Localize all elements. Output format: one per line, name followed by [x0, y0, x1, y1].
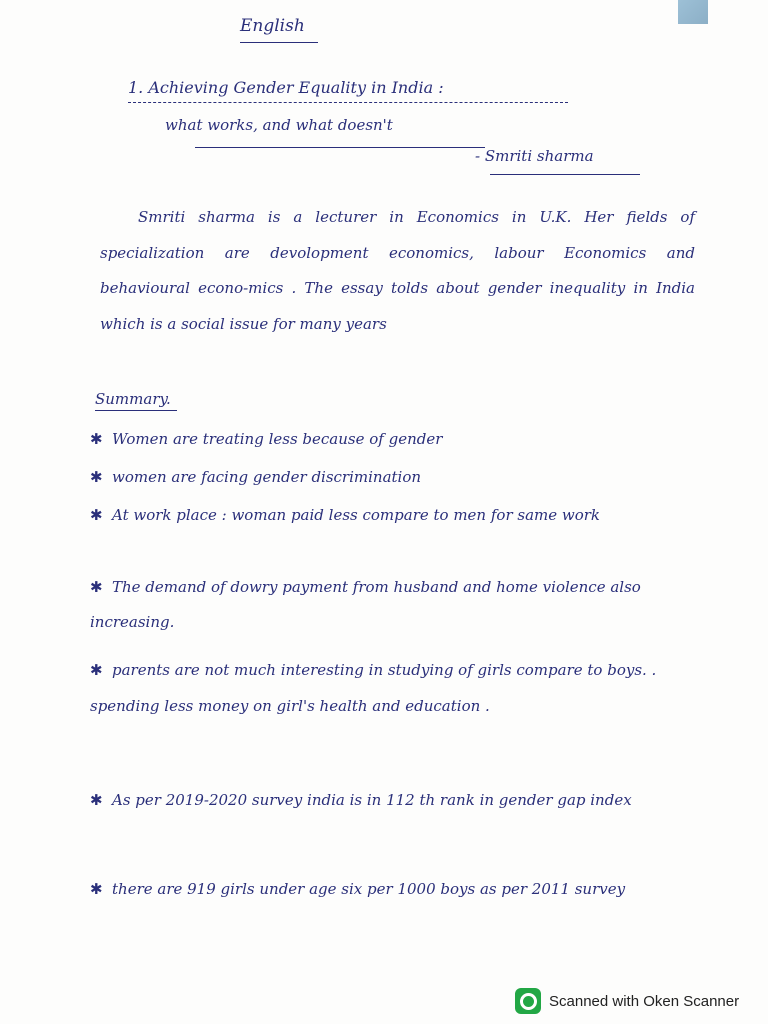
bullet-mark-icon: ✱ [90, 791, 103, 809]
bullet-text: women are facing gender discrimination [112, 468, 422, 486]
bullet-mark-icon: ✱ [90, 578, 103, 596]
scanner-text: Scanned with Oken Scanner [549, 992, 740, 1010]
bullet-mark-icon: ✱ [90, 880, 103, 898]
subheading-underline [195, 147, 485, 148]
essay-author: - Smriti sharma [475, 147, 594, 165]
summary-bullet [90, 652, 695, 724]
bullet-mark-icon: ✱ [90, 506, 103, 524]
heading-underline [128, 102, 568, 103]
bullet-text: Women are treating less because of gender [112, 430, 443, 448]
summary-bullet [90, 498, 695, 533]
scanner-watermark [515, 986, 739, 1016]
bullet-mark-icon: ✱ [90, 468, 103, 486]
summary-bullet [90, 783, 695, 818]
essay-heading: 1. Achieving Gender Equality in India : [128, 78, 444, 97]
title-underline [240, 42, 318, 43]
bullet-text: At work place : woman paid less compare to men for same work [112, 506, 601, 524]
bullet-text: there are 919 girls under age six per 1000 boys as per 2011 survey [112, 880, 626, 898]
bullet-mark-icon: ✱ [90, 430, 103, 448]
essay-subheading: what works, and what doesn't [165, 116, 393, 134]
summary-bullet [90, 422, 695, 457]
author-underline [490, 174, 640, 175]
bullet-mark-icon: ✱ [90, 661, 103, 679]
summary-bullet [90, 460, 695, 495]
page-title: English [240, 16, 305, 36]
bullet-text: The demand of dowry payment from husband and home violence also increasing. [90, 578, 641, 631]
bullet-text: As per 2019-2020 survey india is in 112 th rank in gender gap index [112, 791, 632, 809]
scanner-logo-icon [515, 988, 541, 1014]
tape-strip [678, 0, 708, 24]
intro-paragraph: Smriti sharma is a lecturer in Economics in U.K. Her fields of specialization are devolopment economics, labour Economics and behavioural econo-mics . The essay tolds about gender inequality in India which is a social issue for many years [100, 208, 695, 333]
summary-bullet [90, 872, 695, 907]
summary-underline [95, 410, 177, 411]
summary-bullet [90, 570, 695, 640]
bullet-text: parents are not much interesting in studying of girls compare to boys. . spending less money on girl's health and education . [90, 661, 657, 715]
summary-label: Summary. [95, 390, 171, 408]
